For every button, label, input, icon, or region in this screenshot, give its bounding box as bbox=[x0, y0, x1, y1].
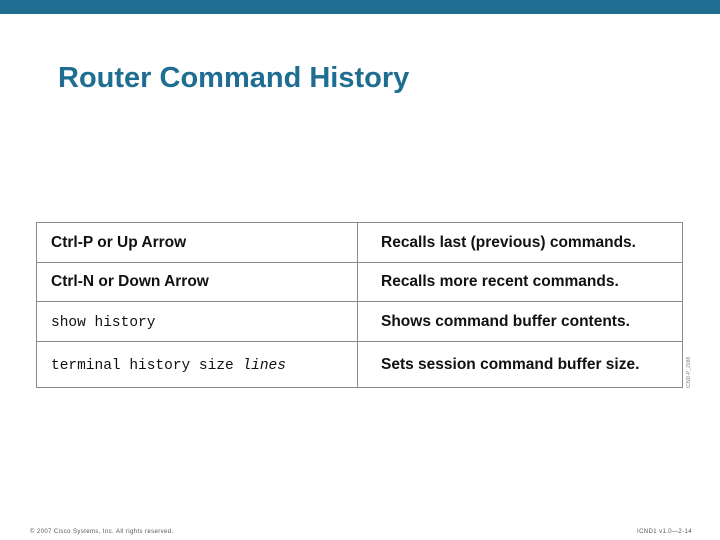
figure-code: ICND-P_2088 bbox=[686, 356, 692, 388]
command-code: show history bbox=[51, 314, 156, 331]
table-row bbox=[37, 342, 683, 388]
command-argument: lines bbox=[242, 357, 286, 374]
description-cell: Sets session command buffer size. bbox=[358, 342, 683, 388]
copyright-footer: © 2007 Cisco Systems, Inc. All rights reserved. bbox=[30, 529, 174, 535]
top-banner bbox=[0, 0, 720, 14]
description-cell: Shows command buffer contents. bbox=[358, 302, 683, 342]
table-row bbox=[37, 263, 683, 302]
command-cell bbox=[37, 302, 358, 342]
command-cell: Ctrl-N or Down Arrow bbox=[37, 263, 358, 302]
slide-title: Router Command History bbox=[58, 62, 410, 94]
command-table bbox=[36, 222, 683, 388]
command-cell: Ctrl-P or Up Arrow bbox=[37, 223, 358, 263]
command-cell bbox=[37, 342, 358, 388]
table-row bbox=[37, 302, 683, 342]
description-cell: Recalls last (previous) commands. bbox=[358, 223, 683, 263]
command-prefix: terminal history size bbox=[51, 357, 234, 374]
table-row bbox=[37, 223, 683, 263]
description-cell: Recalls more recent commands. bbox=[358, 263, 683, 302]
slide-number-footer: ICND1 v1.0—2-14 bbox=[637, 529, 693, 535]
command-code bbox=[51, 358, 286, 374]
